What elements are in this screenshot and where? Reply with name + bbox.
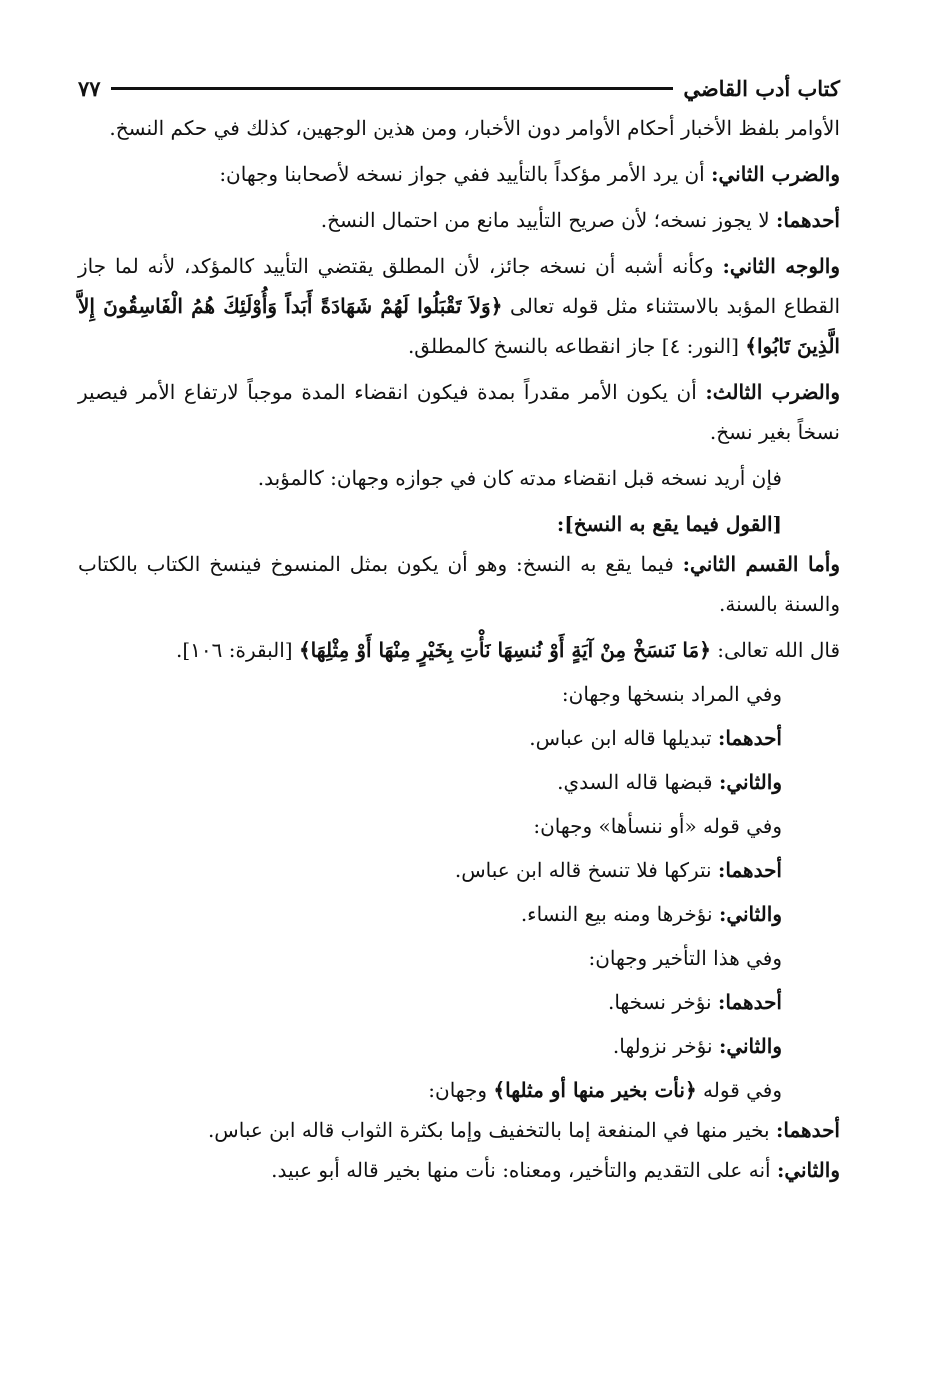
citation-text: [النور: ٤] جاز انقطاعه بالنسخ كالمطلق. (407, 334, 746, 358)
list-item (78, 1150, 840, 1190)
paragraph-lead: والثاني: (718, 902, 782, 926)
paragraph-lead: والضرب الثاني: (711, 162, 840, 186)
paragraph-first-view (78, 200, 840, 240)
citation-text: [البقرة: ١٠٦]. (175, 638, 299, 662)
paragraph-text: أنه على التقديم والتأخير، ومعناه: نأت منها بخير قاله أبو عبيد. (271, 1158, 777, 1182)
paragraph-second-division (78, 544, 840, 624)
list-item (78, 1110, 840, 1150)
paragraph-lead: والضرب الثالث: (705, 380, 840, 404)
list-item (78, 850, 840, 890)
paragraph-lead: والثاني: (776, 1158, 840, 1182)
paragraph-lead: أحدهما: (775, 208, 840, 232)
paragraph-text: نتركها فلا تنسخ قاله ابن عباس. (454, 858, 718, 882)
running-title: كتاب أدب القاضي (683, 75, 840, 101)
paragraph-text: نؤخر نزولها. (612, 1034, 719, 1058)
paragraph-text: الأوامر بلفظ الأخبار أحكام الأوامر دون الأخبار، ومن هذين الوجهين، كذلك في حكم النسخ. (109, 116, 840, 140)
paragraph-text: فإن أريد نسخه قبل انقضاء مدته كان في جوازه وجهان: كالمؤبد. (257, 466, 782, 490)
paragraph-text: وفي المراد بنسخها وجهان: (561, 682, 782, 706)
page-header (78, 68, 840, 108)
header-rule (111, 87, 674, 90)
quran-quote: ﴿نأت بخير منها أو مثلها﴾ (493, 1078, 697, 1102)
page-number: ٧٧ (78, 75, 101, 101)
paragraph-lead: أحدهما: (717, 990, 782, 1014)
paragraph-text: نؤخر نسخها. (607, 990, 718, 1014)
paragraph-meaning-of-abrogation (78, 674, 840, 714)
paragraph-third-type (78, 372, 840, 452)
paragraph-text: وجهان: (428, 1078, 494, 1102)
paragraph-lead: والثاني: (718, 1034, 782, 1058)
list-item (78, 762, 840, 802)
paragraph-lead: أحدهما: (717, 858, 782, 882)
paragraph-lead: والثاني: (718, 770, 782, 794)
paragraph-better-or-like (78, 1070, 840, 1110)
paragraph-text: فيما يقع به النسخ: وهو أن يكون بمثل المنسوخ فينسخ الكتاب بالكتاب والسنة بالسنة. (78, 552, 840, 616)
paragraph-nunsiha (78, 806, 840, 846)
paragraph-abrogation-before-term (78, 458, 840, 498)
paragraph-text: بخير منها في المنفعة إما بالتخفيف وإما بكثرة الثواب قاله ابن عباس. (207, 1118, 776, 1142)
paragraph-lead: أحدهما: (717, 726, 782, 750)
paragraph-text: نؤخرها ومنه بيع النساء. (520, 902, 719, 926)
paragraph-text: أن يكون الأمر مقدراً بمدة فيكون انقضاء المدة موجباً لارتفاع الأمر فيصير نسخاً بغير نسخ. (78, 380, 840, 444)
list-item (78, 1026, 840, 1066)
section-heading (78, 504, 840, 544)
paragraph-lead: والوجه الثاني: (722, 254, 840, 278)
paragraph-text: تبديلها قاله ابن عباس. (529, 726, 718, 750)
paragraph-text: قبضها قاله السدي. (557, 770, 719, 794)
list-item (78, 718, 840, 758)
paragraph-text: وفي قوله (696, 1078, 782, 1102)
paragraph-lead: وأما القسم الثاني: (682, 552, 840, 576)
paragraph-second-view (78, 246, 840, 366)
paragraph-text: وكأنه أشبه أن نسخه جائز، لأن المطلق يقتضي التأييد كالمؤكد، لأنه لما جاز القطاع المؤبد بالاستثناء مثل قوله تعالى (78, 254, 841, 318)
paragraph-continuation (78, 108, 840, 148)
book-page (78, 68, 840, 1190)
heading-text: [القول فيما يقع به النسخ]: (556, 512, 782, 536)
paragraph-text: وفي قوله «أو ننسأها» وجهان: (533, 814, 782, 838)
list-item (78, 982, 840, 1022)
paragraph-text: قال الله تعالى: (710, 638, 840, 662)
paragraph-delay (78, 938, 840, 978)
quran-quote: ﴿مَا نَنسَخْ مِنْ آيَةٍ أَوْ نُنسِهَا نَأْتِ بِخَيْرٍ مِنْهَا أَوْ مِثْلِهَا﴾ (298, 638, 711, 662)
quran-quote: ﴿وَلاَ تَقْبَلُوا لَهُمْ شَهَادَةً أَبَداً وَأُوْلَئِكَ هُمُ الْفَاسِقُونَ إِلاَّ الَّذِينَ تَابُوا﴾ (78, 294, 840, 358)
paragraph-text: وفي هذا التأخير وجهان: (588, 946, 782, 970)
paragraph-lead: أحدهما: (775, 1118, 840, 1142)
list-item (78, 894, 840, 934)
paragraph-verse-quote (78, 630, 840, 670)
paragraph-second-type (78, 154, 840, 194)
paragraph-text: أن يرد الأمر مؤكداً بالتأييد ففي جواز نسخه لأصحابنا وجهان: (219, 162, 712, 186)
paragraph-text: لا يجوز نسخه؛ لأن صريح التأييد مانع من احتمال النسخ. (320, 208, 776, 232)
